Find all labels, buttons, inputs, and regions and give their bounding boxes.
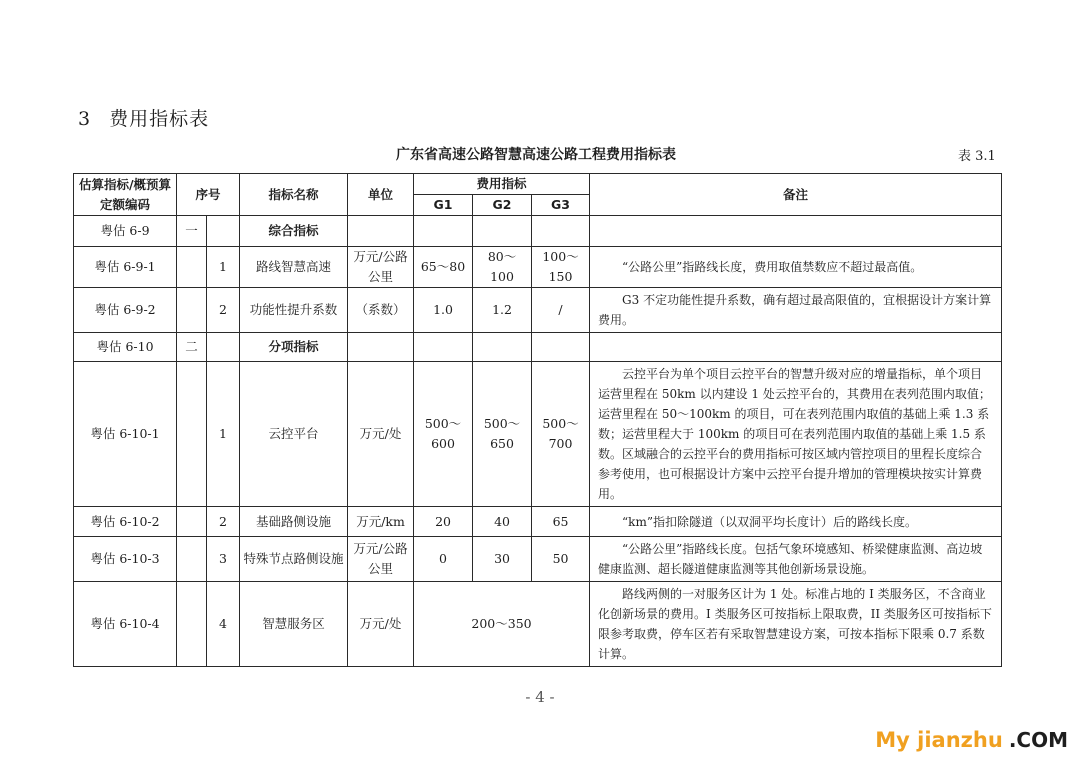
row-group — [177, 507, 207, 537]
row-seq: 1 — [207, 247, 240, 288]
row-unit — [348, 333, 414, 362]
header-row — [74, 174, 1002, 195]
table-row — [74, 362, 1002, 507]
row-name: 路线智慧高速 — [240, 247, 348, 288]
row-unit: 万元/公路公里 — [348, 537, 414, 582]
table-row — [74, 247, 1002, 288]
header-g3: G3 — [532, 195, 590, 216]
table-row — [74, 507, 1002, 537]
header-remark: 备注 — [590, 174, 1002, 216]
row-unit: 万元/公路公里 — [348, 247, 414, 288]
row-g1: 0 — [414, 537, 473, 582]
row-seq — [207, 333, 240, 362]
row-g3 — [532, 216, 590, 247]
row-group — [177, 288, 207, 333]
section-title: 费用指标表 — [109, 108, 210, 130]
row-g1 — [414, 333, 473, 362]
row-unit: 万元/处 — [348, 582, 414, 667]
row-code: 粤估 6-10-1 — [74, 362, 177, 507]
row-remark-text: “公路公里”指路线长度，费用取值禁数应不超过最高值。 — [622, 260, 923, 274]
watermark-suffix: .COM — [1008, 728, 1068, 752]
row-g3: 50 — [532, 537, 590, 582]
row-g2: 1.2 — [473, 288, 532, 333]
row-g3: 100～150 — [532, 247, 590, 288]
row-remark — [590, 537, 1002, 582]
row-remark — [590, 247, 1002, 288]
section-number: 3 — [78, 108, 92, 130]
table-row — [74, 582, 1002, 667]
row-remark-text: “公路公里”指路线长度。包括气象环境感知、桥梁健康监测、高边坡健康监测、超长隧道健康监测等其他创新场景设施。 — [598, 542, 983, 576]
row-name: 功能性提升系数 — [240, 288, 348, 333]
row-group — [177, 362, 207, 507]
row-g1: 500～600 — [414, 362, 473, 507]
row-name: 云控平台 — [240, 362, 348, 507]
row-name: 基础路侧设施 — [240, 507, 348, 537]
row-g2: 40 — [473, 507, 532, 537]
header-fee-group: 费用指标 — [414, 174, 590, 195]
row-name: 综合指标 — [240, 216, 348, 247]
row-seq: 2 — [207, 507, 240, 537]
header-g2: G2 — [473, 195, 532, 216]
row-remark — [590, 507, 1002, 537]
row-g1 — [414, 216, 473, 247]
row-group — [177, 537, 207, 582]
header-unit: 单位 — [348, 174, 414, 216]
row-name: 特殊节点路侧设施 — [240, 537, 348, 582]
row-remark — [590, 582, 1002, 667]
row-name: 分项指标 — [240, 333, 348, 362]
row-g1: 65～80 — [414, 247, 473, 288]
watermark-logo — [875, 728, 1068, 752]
row-group: 二 — [177, 333, 207, 362]
row-remark-text: G3 不定功能性提升系数，确有超过最高限值的，宜根据设计方案计算费用。 — [598, 293, 992, 327]
row-group — [177, 247, 207, 288]
row-seq: 1 — [207, 362, 240, 507]
row-unit: （系数） — [348, 288, 414, 333]
row-g2 — [473, 333, 532, 362]
row-group — [177, 582, 207, 667]
table-row — [74, 288, 1002, 333]
row-code: 粤估 6-10-3 — [74, 537, 177, 582]
table-row — [74, 333, 1002, 362]
header-seq: 序号 — [177, 174, 240, 216]
row-g3: 65 — [532, 507, 590, 537]
row-remark-text: “km”指扣除隧道（以双洞平均长度计）后的路线长度。 — [622, 514, 917, 529]
row-code: 粤估 6-9 — [74, 216, 177, 247]
section-heading — [78, 104, 209, 131]
row-code: 粤估 6-9-2 — [74, 288, 177, 333]
row-fee-merged: 200～350 — [414, 582, 590, 667]
row-remark — [590, 216, 1002, 247]
row-remark — [590, 362, 1002, 507]
row-g3 — [532, 333, 590, 362]
watermark-brand: My jianzhu — [875, 728, 1003, 752]
row-remark-text: 路线两侧的一对服务区计为 1 处。标准占地的 I 类服务区，不含商业化创新场景的费用。I 类服务区可按指标上限取费，II 类服务区可按指标下限参考取费，停车区若有采取智慧建设方案，可按本指标下限乘 0.7 系数计算。 — [598, 587, 992, 661]
header-name: 指标名称 — [240, 174, 348, 216]
row-name: 智慧服务区 — [240, 582, 348, 667]
header-g1: G1 — [414, 195, 473, 216]
row-g2: 30 — [473, 537, 532, 582]
fee-indicator-table — [73, 173, 1002, 667]
row-seq: 4 — [207, 582, 240, 667]
row-g3: / — [532, 288, 590, 333]
row-seq: 2 — [207, 288, 240, 333]
table-title: 广东省高速公路智慧高速公路工程费用指标表 — [396, 147, 676, 163]
row-remark — [590, 333, 1002, 362]
table-number: 表 3.1 — [958, 149, 996, 164]
row-seq: 3 — [207, 537, 240, 582]
page-number: - 4 - — [525, 688, 555, 706]
row-g2: 80～100 — [473, 247, 532, 288]
row-unit: 万元/处 — [348, 362, 414, 507]
row-unit — [348, 216, 414, 247]
row-code: 粤估 6-10 — [74, 333, 177, 362]
row-group: 一 — [177, 216, 207, 247]
row-code: 粤估 6-9-1 — [74, 247, 177, 288]
header-code: 估算指标/概预算定额编码 — [74, 174, 177, 216]
row-g3: 500～700 — [532, 362, 590, 507]
row-g1: 1.0 — [414, 288, 473, 333]
table-row — [74, 537, 1002, 582]
row-g2 — [473, 216, 532, 247]
row-g1: 20 — [414, 507, 473, 537]
row-remark — [590, 288, 1002, 333]
table-row — [74, 216, 1002, 247]
row-remark-text: 云控平台为单个项目云控平台的智慧升级对应的增量指标，单个项目运营里程在 50km 以内建设 1 处云控平台的，其费用在表列范围内取值；运营里程在 50～100km 的项目，可在表列范围内取值的基础上乘 1.3 系数；运营里程大于 100km 的项目可在表列范围内取值的基础上乘 1.5 系数。区域融合的云控平台的费用指标可按区域内管控项目的里程长度综合参考使用，也可根据设计方案中云控平台提升增加的管理模块按实计算费用。 — [598, 367, 991, 501]
row-unit: 万元/km — [348, 507, 414, 537]
row-seq — [207, 216, 240, 247]
row-g2: 500～650 — [473, 362, 532, 507]
row-code: 粤估 6-10-4 — [74, 582, 177, 667]
row-code: 粤估 6-10-2 — [74, 507, 177, 537]
